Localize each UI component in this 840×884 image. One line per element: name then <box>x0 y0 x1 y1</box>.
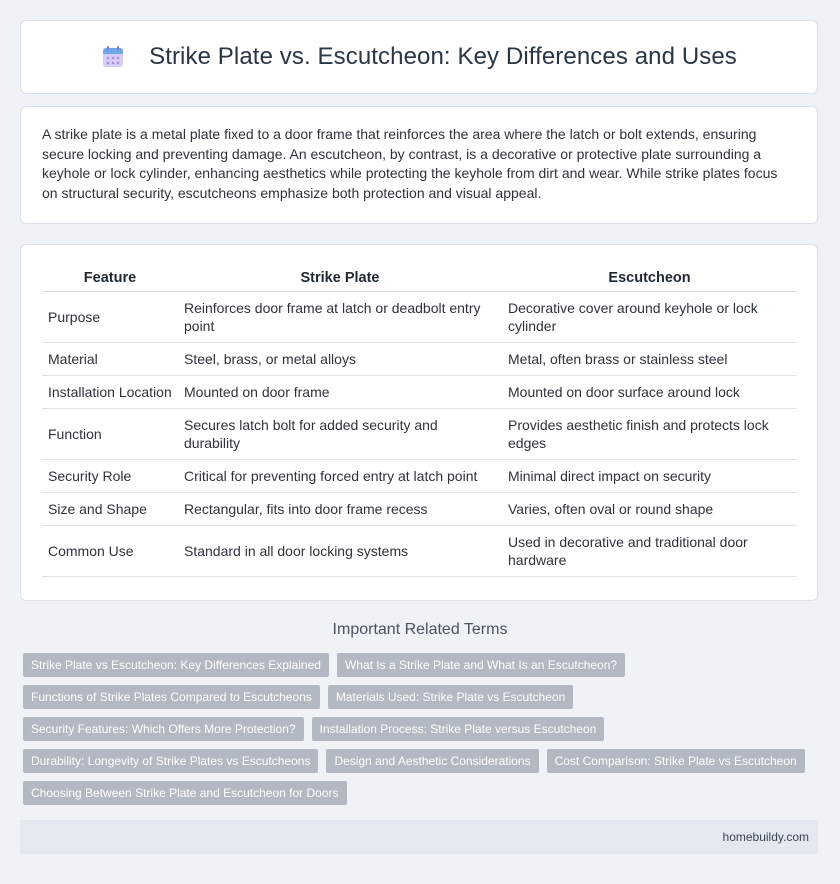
strike-plate-cell: Mounted on door frame <box>178 376 502 409</box>
column-header-escutcheon: Escutcheon <box>502 265 797 292</box>
feature-cell: Installation Location <box>42 376 178 409</box>
related-term-tag[interactable]: What Is a Strike Plate and What Is an Escutcheon? <box>337 653 625 677</box>
table-row <box>42 460 797 493</box>
escutcheon-cell: Mounted on door surface around lock <box>502 376 797 409</box>
feature-cell: Purpose <box>42 292 178 343</box>
escutcheon-cell: Used in decorative and traditional door hardware <box>502 526 797 577</box>
related-term-tag[interactable]: Choosing Between Strike Plate and Escutcheon for Doors <box>23 781 347 805</box>
escutcheon-cell: Metal, often brass or stainless steel <box>502 343 797 376</box>
page-title: Strike Plate vs. Escutcheon: Key Differences and Uses <box>149 43 737 70</box>
related-term-tag[interactable]: Materials Used: Strike Plate vs Escutcheon <box>328 685 573 709</box>
feature-cell: Material <box>42 343 178 376</box>
related-term-tag[interactable]: Functions of Strike Plates Compared to Escutcheons <box>23 685 320 709</box>
strike-plate-cell: Steel, brass, or metal alloys <box>178 343 502 376</box>
column-header-strike-plate: Strike Plate <box>178 265 502 292</box>
escutcheon-cell: Minimal direct impact on security <box>502 460 797 493</box>
footer <box>20 820 818 854</box>
table-row <box>42 526 797 577</box>
escutcheon-cell: Provides aesthetic finish and protects lock edges <box>502 409 797 460</box>
table-row <box>42 292 797 343</box>
related-terms-list <box>23 653 823 805</box>
feature-cell: Security Role <box>42 460 178 493</box>
escutcheon-cell: Varies, often oval or round shape <box>502 493 797 526</box>
strike-plate-cell: Reinforces door frame at latch or deadbolt entry point <box>178 292 502 343</box>
table-row <box>42 409 797 460</box>
escutcheon-cell: Decorative cover around keyhole or lock cylinder <box>502 292 797 343</box>
related-term-tag[interactable]: Durability: Longevity of Strike Plates vs Escutcheons <box>23 749 318 773</box>
feature-cell: Size and Shape <box>42 493 178 526</box>
table-row <box>42 376 797 409</box>
table-row <box>42 493 797 526</box>
related-term-tag[interactable]: Design and Aesthetic Considerations <box>326 749 538 773</box>
strike-plate-cell: Critical for preventing forced entry at latch point <box>178 460 502 493</box>
footer-site-link[interactable]: homebuildy.com <box>722 830 809 844</box>
strike-plate-cell: Rectangular, fits into door frame recess <box>178 493 502 526</box>
related-term-tag[interactable]: Installation Process: Strike Plate versus Escutcheon <box>312 717 605 741</box>
comparison-table <box>42 265 797 577</box>
feature-cell: Common Use <box>42 526 178 577</box>
table-row <box>42 343 797 376</box>
related-terms-title: Important Related Terms <box>332 621 508 638</box>
related-term-tag[interactable]: Security Features: Which Offers More Protection? <box>23 717 304 741</box>
comparison-table-card <box>20 244 818 601</box>
intro-paragraph: A strike plate is a metal plate fixed to a door frame that reinforces the area where the latch or bolt extends, ensuring secure locking and preventing damage. An escutcheon, by contrast, is a decorative or protective plate surrounding a keyhole or lock cylinder, enhancing aesthetics while protecting the keyhole from dirt and wear. While strike plates focus on structural security, escutcheons emphasize both protection and visual appeal. <box>42 126 778 201</box>
calendar-icon <box>101 45 125 69</box>
column-header-feature: Feature <box>42 265 178 292</box>
related-term-tag[interactable]: Cost Comparison: Strike Plate vs Escutcheon <box>547 749 805 773</box>
strike-plate-cell: Secures latch bolt for added security and durability <box>178 409 502 460</box>
table-header-row <box>42 265 797 292</box>
feature-cell: Function <box>42 409 178 460</box>
intro-card <box>20 106 818 224</box>
strike-plate-cell: Standard in all door locking systems <box>178 526 502 577</box>
related-term-tag[interactable]: Strike Plate vs Escutcheon: Key Differences Explained <box>23 653 329 677</box>
title-card <box>20 20 818 94</box>
